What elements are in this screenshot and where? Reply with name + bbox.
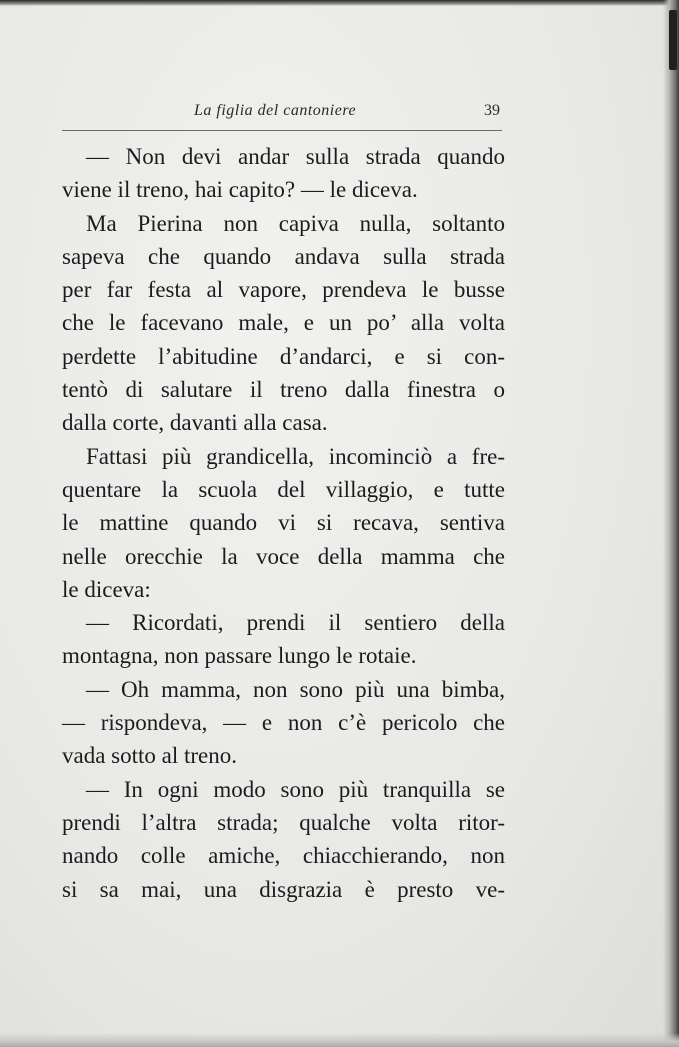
text-line: dalla corte, davanti alla casa. bbox=[62, 410, 328, 436]
text-line: le diceva: bbox=[62, 576, 151, 602]
page-number: 39 bbox=[484, 102, 500, 119]
text-line: Ma Pierina non capiva nulla, soltanto bbox=[86, 210, 505, 236]
text-line: — In ogni modo sono più tranquilla se bbox=[86, 776, 505, 802]
running-head bbox=[62, 100, 502, 126]
body-text bbox=[62, 140, 505, 906]
text-line: viene il treno, hai capito? — le diceva. bbox=[62, 177, 418, 203]
text-line: le mattine quando vi si recava, sentiva bbox=[62, 510, 505, 536]
text-line: perdette l’abitudine d’andarci, e si con- bbox=[62, 343, 505, 369]
text-line: quentare la scuola del villaggio, e tutte bbox=[62, 476, 505, 502]
text-line: nelle orecchie la voce della mamma che bbox=[62, 543, 505, 569]
text-line: — Non devi andar sulla strada quando bbox=[86, 144, 505, 169]
text-line: tentò di salutare il treno dalla finestra o bbox=[62, 377, 505, 403]
text-line: — Oh mamma, non sono più una bimba, bbox=[86, 676, 505, 702]
text-line: sapeva che quando andava sulla strada bbox=[62, 243, 505, 269]
running-title: La figlia del cantoniere bbox=[194, 102, 357, 119]
text-line: nando colle amiche, chiacchierando, non bbox=[62, 843, 505, 869]
text-line: — rispondeva, — e non c’è pericolo che bbox=[62, 710, 505, 736]
text-line: Fattasi più grandicella, incominciò a fre- bbox=[86, 443, 505, 469]
text-line: — Ricordati, prendi il sentiero della bbox=[86, 610, 505, 636]
text-line: vada sotto al treno. bbox=[62, 743, 238, 769]
header-rule bbox=[62, 130, 502, 131]
text-line: che le facevano male, e un po’ alla volta bbox=[62, 310, 505, 336]
page-bottom-edge bbox=[0, 1033, 679, 1047]
page-top-edge bbox=[0, 0, 679, 6]
text-line: prendi l’altra strada; qualche volta ritor- bbox=[62, 809, 505, 835]
text-line: per far festa al vapore, prendeva le busse bbox=[62, 277, 505, 303]
text-line: si sa mai, una disgrazia è presto ve- bbox=[62, 876, 505, 902]
page-binding-edge bbox=[663, 0, 679, 1047]
binding-mark bbox=[669, 10, 677, 70]
text-line: montagna, non passare lungo le rotaie. bbox=[62, 643, 417, 669]
